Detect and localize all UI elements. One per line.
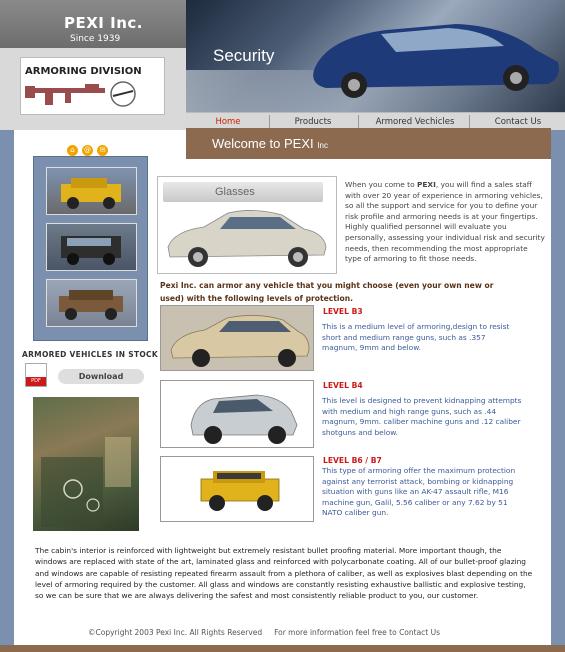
pdf-label: PDF — [26, 377, 46, 386]
nav-separator — [358, 115, 359, 129]
intro-brand: PEXI — [416, 180, 436, 189]
nav-item-home[interactable]: Home — [215, 117, 241, 127]
mail-icon[interactable]: ✉ — [97, 145, 108, 156]
rifle-icon — [25, 80, 145, 110]
welcome-banner — [186, 128, 551, 159]
footer — [88, 628, 440, 637]
hummer-image — [47, 168, 136, 214]
left-frame-bar — [0, 130, 14, 652]
level-b3-image[interactable] — [160, 305, 314, 371]
download-button[interactable]: Download — [58, 369, 144, 384]
intro-text — [345, 180, 545, 265]
level-b4-title: LEVEL B4 — [323, 381, 363, 390]
email-icon[interactable]: @ — [84, 146, 91, 154]
welcome-title-suffix: Inc — [317, 141, 328, 150]
right-frame-bar — [551, 130, 565, 652]
level-b6-image[interactable] — [160, 456, 314, 522]
glasses-feature[interactable] — [157, 176, 337, 274]
hero-title: Security — [213, 46, 275, 65]
welcome-title-text: Welcome to PEXI — [212, 136, 314, 151]
logo-text: ARMORING DIVISION — [25, 66, 142, 77]
nav-item-products[interactable]: Products — [294, 117, 332, 127]
welcome-title — [212, 136, 328, 151]
vehicle-thumbnails — [33, 156, 148, 341]
gwagon-image — [47, 224, 136, 270]
silver-sedan-image — [164, 207, 330, 269]
intro-text-rest: , you will find a sales staff with over 20 year of experience in armoring vehicles, so all the support and service for you to define your risk profile and armoring needs is at your fingertips. Highly qualified personnel will evaluate you personally, assessing your individual risk and security needs, then recommending the most appropriate type of armoring to fit those needs. — [345, 180, 545, 264]
hero-banner — [186, 0, 565, 112]
thumbnail-suv[interactable] — [46, 279, 137, 327]
home-icon[interactable]: ⌂ — [67, 145, 78, 156]
intro-text-start: When you come to — [345, 180, 417, 189]
level-b3-title: LEVEL B3 — [323, 307, 363, 316]
contact-link[interactable]: For more information feel free to Contact Us — [274, 628, 441, 637]
nav-separator — [469, 115, 470, 129]
brand-since: Since 1939 — [70, 34, 121, 44]
stock-title: ARMORED VEHICLES IN STOCK — [22, 350, 158, 359]
level-b6-text: This type of armoring offer the maximum protection against any terrorist attack, bombing or kidnapping situation with guns like an AK-47 assault rifle, M16 machine gun, Galil, 5.56 caliber or any 7.62 by 51 NATO caliber gun. — [322, 466, 516, 518]
footer-bar — [0, 645, 565, 652]
suv-image — [47, 280, 136, 326]
thumbnail-hummer[interactable] — [46, 167, 137, 215]
pdf-icon[interactable] — [25, 363, 47, 387]
armor-statement: Pexi Inc. can armor any vehicle that you might choose (even your own new or used) with the following levels of protection. — [160, 281, 494, 303]
level-b6-title: LEVEL B6 / B7 — [323, 456, 382, 465]
champagne-sedan-image — [161, 306, 313, 370]
copyright-text: ©Copyright 2003 Pexi Inc. All Rights Reserved — [88, 628, 263, 637]
glasses-header — [163, 182, 323, 202]
bullet-glass-image — [33, 397, 139, 531]
level-b4-text: This level is designed to prevent kidnapping attempts with medium and high range guns, such as .44 magnum, 9mm. caliber machine guns and .12 caliber shotguns and below. — [322, 396, 522, 437]
bullet-glass-photo — [33, 397, 139, 531]
nav-separator — [269, 115, 270, 129]
armoring-division-logo[interactable] — [20, 57, 165, 115]
level-b4-image[interactable] — [160, 380, 314, 448]
yellow-hummer-image — [161, 457, 313, 521]
thumbnail-gwagon[interactable] — [46, 223, 137, 271]
nav-item-armored-vehicles[interactable]: Armored Vechicles — [375, 117, 455, 127]
level-b3-text: This is a medium level of armoring,design to resist short and medium range guns, such as .357 magnum, 9mm and below. — [322, 322, 510, 353]
nav-item-contact-us[interactable]: Contact Us — [494, 117, 542, 127]
cabin-description: The cabin's interior is reinforced with lightweight but extremely resistant bullet proofing material. More important though, the windows are replaced with state of the art, laminated glass and reinforced with polycarbonate coating. All of our bullet-proof glazing and windows are capable of resisting repeated firearm assault from a plethora of caliber, as well as explosives blast depending on the level of armoring required by the customer. All glass and windows are constantly resisting exhaustive ballistic and explosive testing, so we can be sure that we are always delivering the safest and most consistently reliable product to you, our customer. — [35, 546, 533, 601]
silver-suv-image — [161, 381, 313, 447]
glasses-title: Glasses — [215, 186, 255, 198]
quick-icons — [67, 137, 112, 156]
brand-name: PEXI Inc. — [64, 14, 143, 32]
